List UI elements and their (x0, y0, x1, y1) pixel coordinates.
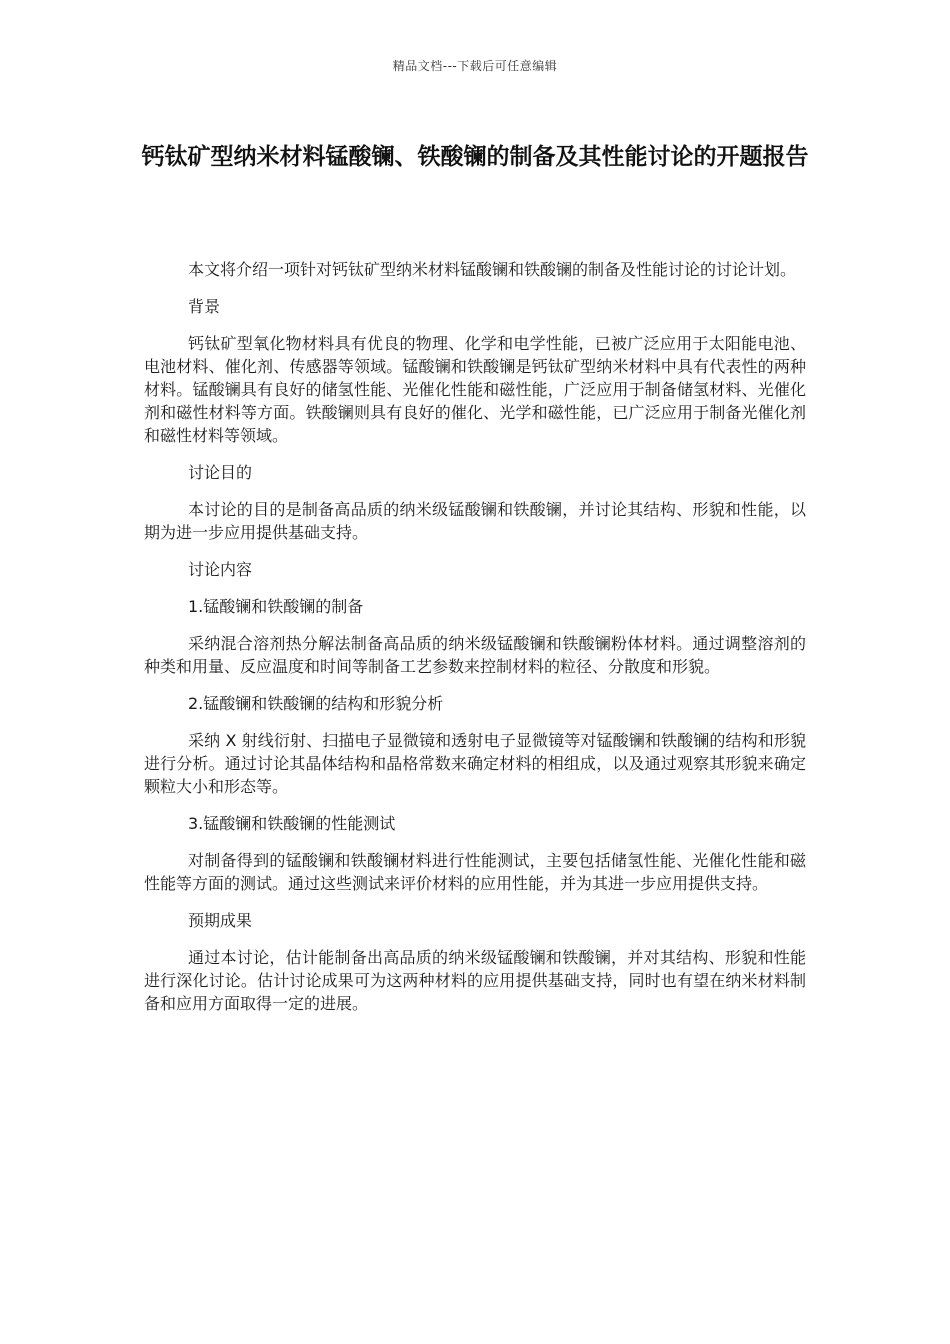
item1-heading: 1.锰酸镧和铁酸镧的制备 (188, 597, 364, 616)
item1-paragraph: 采纳混合溶剂热分解法制备高品质的纳米级锰酸镧和铁酸镧粉体材料。通过调整溶剂的种类和用量、反应温度和时间等制备工艺参数来控制材料的粒径、分散度和形貌。 (144, 634, 806, 676)
item3-heading: 3.锰酸镧和铁酸镧的性能测试 (188, 814, 396, 833)
page-header: 精品文档---下载后可任意编辑 (392, 59, 558, 73)
item3-paragraph: 对制备得到的锰酸镧和铁酸镧材料进行性能测试，主要包括储氢性能、光催化性能和磁性能等方面的测试。通过这些测试来评价材料的应用性能，并为其进一步应用提供支持。 (144, 851, 806, 893)
intro-paragraph: 本文将介绍一项针对钙钛矿型纳米材料锰酸镧和铁酸镧的制备及性能讨论的讨论计划。 (188, 260, 797, 279)
results-paragraph: 通过本讨论，估计能制备出高品质的纳米级锰酸镧和铁酸镧，并对其结构、形貌和性能进行深化讨论。估计讨论成果可为这两种材料的应用提供基础支持，同时也有望在纳米材料制备和应用方面取得一定的进展。 (144, 948, 806, 1013)
item2-paragraph: 采纳 X 射线衍射、扫描电子显微镜和透射电子显微镜等对锰酸镧和铁酸镧的结构和形貌进行分析。通过讨论其晶体结构和晶格常数来确定材料的相组成，以及通过观察其形貌来确定颗粒大小和形态等。 (144, 731, 806, 796)
results-heading: 预期成果 (188, 911, 253, 930)
background-heading: 背景 (188, 297, 221, 316)
purpose-paragraph: 本讨论的目的是制备高品质的纳米级锰酸镧和铁酸镧，并讨论其结构、形貌和性能，以期为进一步应用提供基础支持。 (144, 500, 806, 542)
purpose-heading: 讨论目的 (188, 463, 253, 482)
background-paragraph: 钙钛矿型氧化物材料具有优良的物理、化学和电学性能，已被广泛应用于太阳能电池、电池材料、催化剂、传感器等领域。锰酸镧和铁酸镧是钙钛矿型纳米材料中具有代表性的两种材料。锰酸镧具有良好的储氢性能、光催化性能和磁性能，广泛应用于制备储氢材料、光催化剂和磁性材料等方面。铁酸镧则具有良好的催化、光学和磁性能，已广泛应用于制备光催化剂和磁性材料等领域。 (144, 334, 806, 445)
item2-heading: 2.锰酸镧和铁酸镧的结构和形貌分析 (188, 694, 444, 713)
content-heading: 讨论内容 (188, 560, 253, 579)
document-title: 钙钛矿型纳米材料锰酸镧、铁酸镧的制备及其性能讨论的开题报告 (141, 144, 809, 170)
document-body (144, 258, 806, 1029)
